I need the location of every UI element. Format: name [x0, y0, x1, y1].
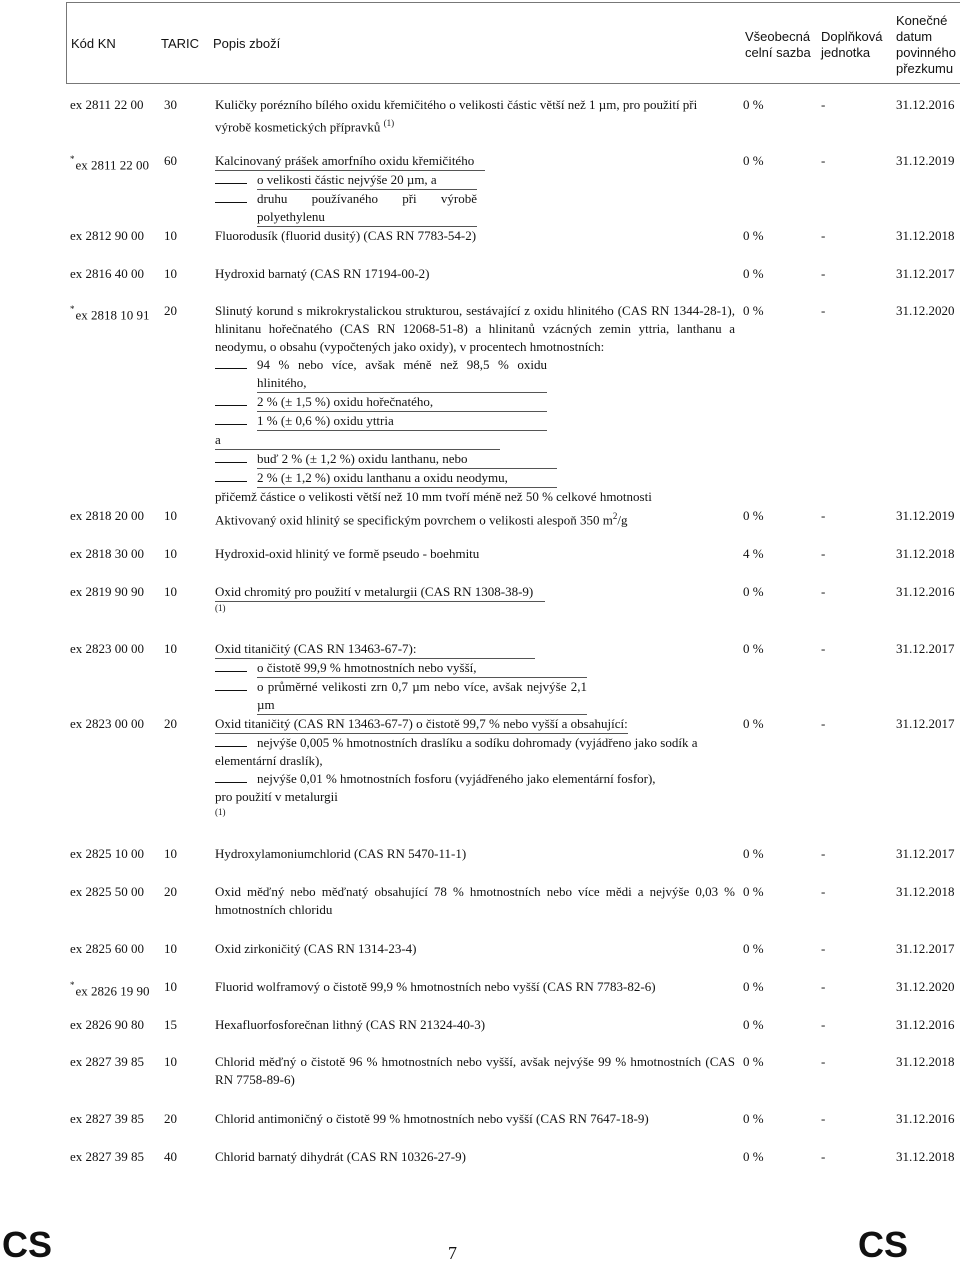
review-date: 31.12.2020 — [896, 979, 955, 994]
rate: 0 % — [743, 846, 764, 861]
description: Kuličky porézního bílého oxidu křemičitého o velikosti částic větší než 1 µm, pro použití při výrobě kosmetických přípravků $^{(1)}$ — [215, 97, 698, 135]
unit: - — [821, 228, 826, 243]
unit: - — [821, 716, 826, 731]
review-date: 31.12.2016 — [896, 97, 955, 112]
kn-code: ex 2825 60 00 — [70, 941, 145, 956]
description: Slinutý korund s mikrokrystalickou strukturou, sestávající z oxidu hlinitého (CAS RN 1344-28-1), hlinitanu hořečnatého (CAS RN 12068-51-8) a hlinitanů vzácných zemin yttria, lanthanu a neodymu, o obsahu (vypočtených jako oxidy), v procentech hmotnostních: 94 % nebo více, avšak méně než 98,5 % oxidu hlinitého, 2 % (± 1,5 %) oxidu hořečnatého, 1 % (± 0,6 %) oxidu yttria a buď 2 % (± 1,2 %) oxidu lanthanu, nebo 2 % (± 1,2 %) oxidu lanthanu a oxidu neodymu, přičemž částice o velikosti větší než 10 mm tvoří méně než 50 % celkové hmotnosti — [215, 303, 735, 504]
taric-code: 10 — [164, 846, 177, 861]
header-popis: Popis zboží — [213, 36, 281, 51]
kn-code: ex 2812 90 00 — [70, 228, 145, 243]
review-date: 31.12.2018 — [896, 1149, 955, 1164]
rate: 4 % — [743, 546, 764, 561]
taric-code: 10 — [164, 641, 177, 656]
unit: - — [821, 97, 826, 112]
kn-code: ex 2827 39 85 — [70, 1111, 145, 1126]
rate: 0 % — [743, 303, 764, 318]
review-date: 31.12.2016 — [896, 1111, 955, 1126]
unit: - — [821, 641, 826, 656]
kn-code: *ex 2818 10 91 — [70, 304, 150, 323]
taric-code: 40 — [164, 1149, 177, 1164]
description: Hydroxid-oxid hlinitý ve formě pseudo - boehmitu — [215, 546, 480, 561]
kn-code: ex 2818 20 00 — [70, 508, 145, 523]
review-date: 31.12.2018 — [896, 1054, 955, 1069]
kn-code: ex 2823 00 00 — [70, 641, 145, 656]
taric-code: 10 — [164, 1054, 177, 1069]
description: Oxid titaničitý (CAS RN 13463-67-7): o čistotě 99,9 % hmotnostních nebo vyšší, o průměrné velikosti zrn 0,7 µm nebo více, avšak nejvýše 2,1 µm — [215, 640, 735, 715]
unit: - — [821, 266, 826, 281]
rate: 0 % — [743, 716, 764, 731]
taric-code: 10 — [164, 941, 177, 956]
description: Fluorodusík (fluorid dusitý) (CAS RN 7783-54-2) — [215, 228, 477, 243]
review-date: 31.12.2020 — [896, 303, 955, 318]
rate: 0 % — [743, 584, 764, 599]
taric-code: 10 — [164, 979, 177, 994]
rate: 0 % — [743, 941, 764, 956]
kn-code: *ex 2826 19 90 — [70, 980, 150, 999]
taric-code: 10 — [164, 546, 177, 561]
unit: - — [821, 153, 826, 168]
description: Chlorid barnatý dihydrát (CAS RN 10326-27-9) — [215, 1149, 466, 1164]
description: Aktivovaný oxid hlinitý se specifickým povrchem o velikosti alespoň 350 m$^2$/g — [215, 511, 628, 528]
taric-code: 20 — [164, 884, 177, 899]
page-number: 7 — [448, 1243, 457, 1263]
kn-code: ex 2818 30 00 — [70, 546, 145, 561]
description: Hydroxylamoniumchlorid (CAS RN 5470-11-1) — [215, 846, 467, 861]
footnote-ref: (1) — [215, 603, 226, 613]
description: Oxid měďný nebo měďnatý obsahující 78 % hmotnostních nebo více mědi a nejvýše 0,03 % hmotnostních chloridu — [215, 884, 735, 917]
kn-code: *ex 2811 22 00 — [70, 154, 150, 173]
star-marker: * — [70, 980, 75, 990]
taric-code: 20 — [164, 1111, 177, 1126]
review-date: 31.12.2016 — [896, 1017, 955, 1032]
rate: 0 % — [743, 641, 764, 656]
kn-code: ex 2819 90 90 — [70, 584, 145, 599]
review-date: 31.12.2017 — [896, 941, 955, 956]
star-marker: * — [70, 154, 75, 164]
description: Fluorid wolframový o čistotě 99,9 % hmotnostních nebo vyšší (CAS RN 7783-82-6) — [215, 979, 656, 994]
star-marker: * — [70, 304, 75, 314]
taric-code: 20 — [164, 716, 177, 731]
taric-code: 20 — [164, 303, 177, 318]
review-date: 31.12.2016 — [896, 584, 955, 599]
footer-language-right: CS — [858, 1224, 909, 1265]
description: Oxid titaničitý (CAS RN 13463-67-7) o čistotě 99,7 % nebo vyšší a obsahující: nejvýše 0,005 % hmotnostních draslíku a sodíku dohromady (vyjádřeno jako sodík a elementární draslík), nejvýše 0,01 % hmotnostních fosforu (vyjádřeného jako elementární fosfor), pro použití v metalurgii (1) — [215, 715, 735, 818]
kn-code: ex 2827 39 85 — [70, 1054, 145, 1069]
footer-language-left: CS — [2, 1224, 53, 1265]
unit: - — [821, 584, 826, 599]
review-date: 31.12.2018 — [896, 884, 955, 899]
description: Hydroxid barnatý (CAS RN 17194-00-2) — [215, 266, 430, 281]
review-date: 31.12.2017 — [896, 846, 955, 861]
kn-code: ex 2816 40 00 — [70, 266, 145, 281]
unit: - — [821, 941, 826, 956]
rate: 0 % — [743, 153, 764, 168]
kn-code: ex 2825 50 00 — [70, 884, 145, 899]
kn-code: ex 2823 00 00 — [70, 716, 145, 731]
review-date: 31.12.2018 — [896, 228, 955, 243]
rate: 0 % — [743, 97, 764, 112]
taric-code: 10 — [164, 508, 177, 523]
header-sazba: Všeobecná celní sazba — [745, 29, 811, 60]
unit: - — [821, 1149, 826, 1164]
unit: - — [821, 1054, 826, 1069]
description: Chlorid antimoničný o čistotě 99 % hmotnostních nebo vyšší (CAS RN 7647-18-9) — [215, 1111, 649, 1126]
description: Kalcinovaný prášek amorfního oxidu křemičitého o velikosti částic nejvýše 20 µm, a druhu používaného při výrobě polyethylenu — [215, 152, 735, 227]
footnote-ref: (1) — [215, 807, 226, 817]
unit: - — [821, 846, 826, 861]
unit: - — [821, 546, 826, 561]
taric-code: 60 — [164, 153, 177, 168]
review-date: 31.12.2019 — [896, 153, 955, 168]
unit: - — [821, 1017, 826, 1032]
kn-code: ex 2827 39 85 — [70, 1149, 145, 1164]
header-kod: Kód KN — [71, 36, 116, 51]
rate: 0 % — [743, 266, 764, 281]
review-date: 31.12.2018 — [896, 546, 955, 561]
description: Hexafluorfosforečnan lithný (CAS RN 21324-40-3) — [215, 1017, 486, 1032]
description: Chlorid měďný o čistotě 96 % hmotnostních nebo vyšší, avšak nejvýše 99 % hmotnostních (CAS RN 7758-89-6) — [215, 1054, 735, 1087]
taric-code: 10 — [164, 266, 177, 281]
rate: 0 % — [743, 1054, 764, 1069]
kn-code: ex 2825 10 00 — [70, 846, 145, 861]
description: Oxid zirkoničitý (CAS RN 1314-23-4) — [215, 941, 417, 956]
taric-code: 30 — [164, 97, 177, 112]
header-jednotka: Doplňková jednotka — [821, 29, 883, 60]
header-datum: Konečné datum povinného přezkumu — [896, 13, 956, 76]
unit: - — [821, 884, 826, 899]
kn-code: ex 2811 22 00 — [70, 97, 144, 112]
description: Oxid chromitý pro použití v metalurgii (CAS RN 1308-38-9) (1) — [215, 583, 735, 614]
footnote-ref: (1) — [383, 118, 395, 128]
rate: 0 % — [743, 1149, 764, 1164]
unit: - — [821, 508, 826, 523]
rate: 0 % — [743, 1017, 764, 1032]
rate: 0 % — [743, 979, 764, 994]
kn-code: ex 2826 90 80 — [70, 1017, 145, 1032]
taric-code: 10 — [164, 584, 177, 599]
rate: 0 % — [743, 884, 764, 899]
rate: 0 % — [743, 228, 764, 243]
taric-code: 10 — [164, 228, 177, 243]
review-date: 31.12.2019 — [896, 508, 955, 523]
unit: - — [821, 303, 826, 318]
review-date: 31.12.2017 — [896, 266, 955, 281]
rate: 0 % — [743, 508, 764, 523]
unit: - — [821, 1111, 826, 1126]
unit: - — [821, 979, 826, 994]
taric-code: 15 — [164, 1017, 177, 1032]
header-taric: TARIC — [161, 36, 200, 51]
review-date: 31.12.2017 — [896, 716, 955, 731]
review-date: 31.12.2017 — [896, 641, 955, 656]
rate: 0 % — [743, 1111, 764, 1126]
